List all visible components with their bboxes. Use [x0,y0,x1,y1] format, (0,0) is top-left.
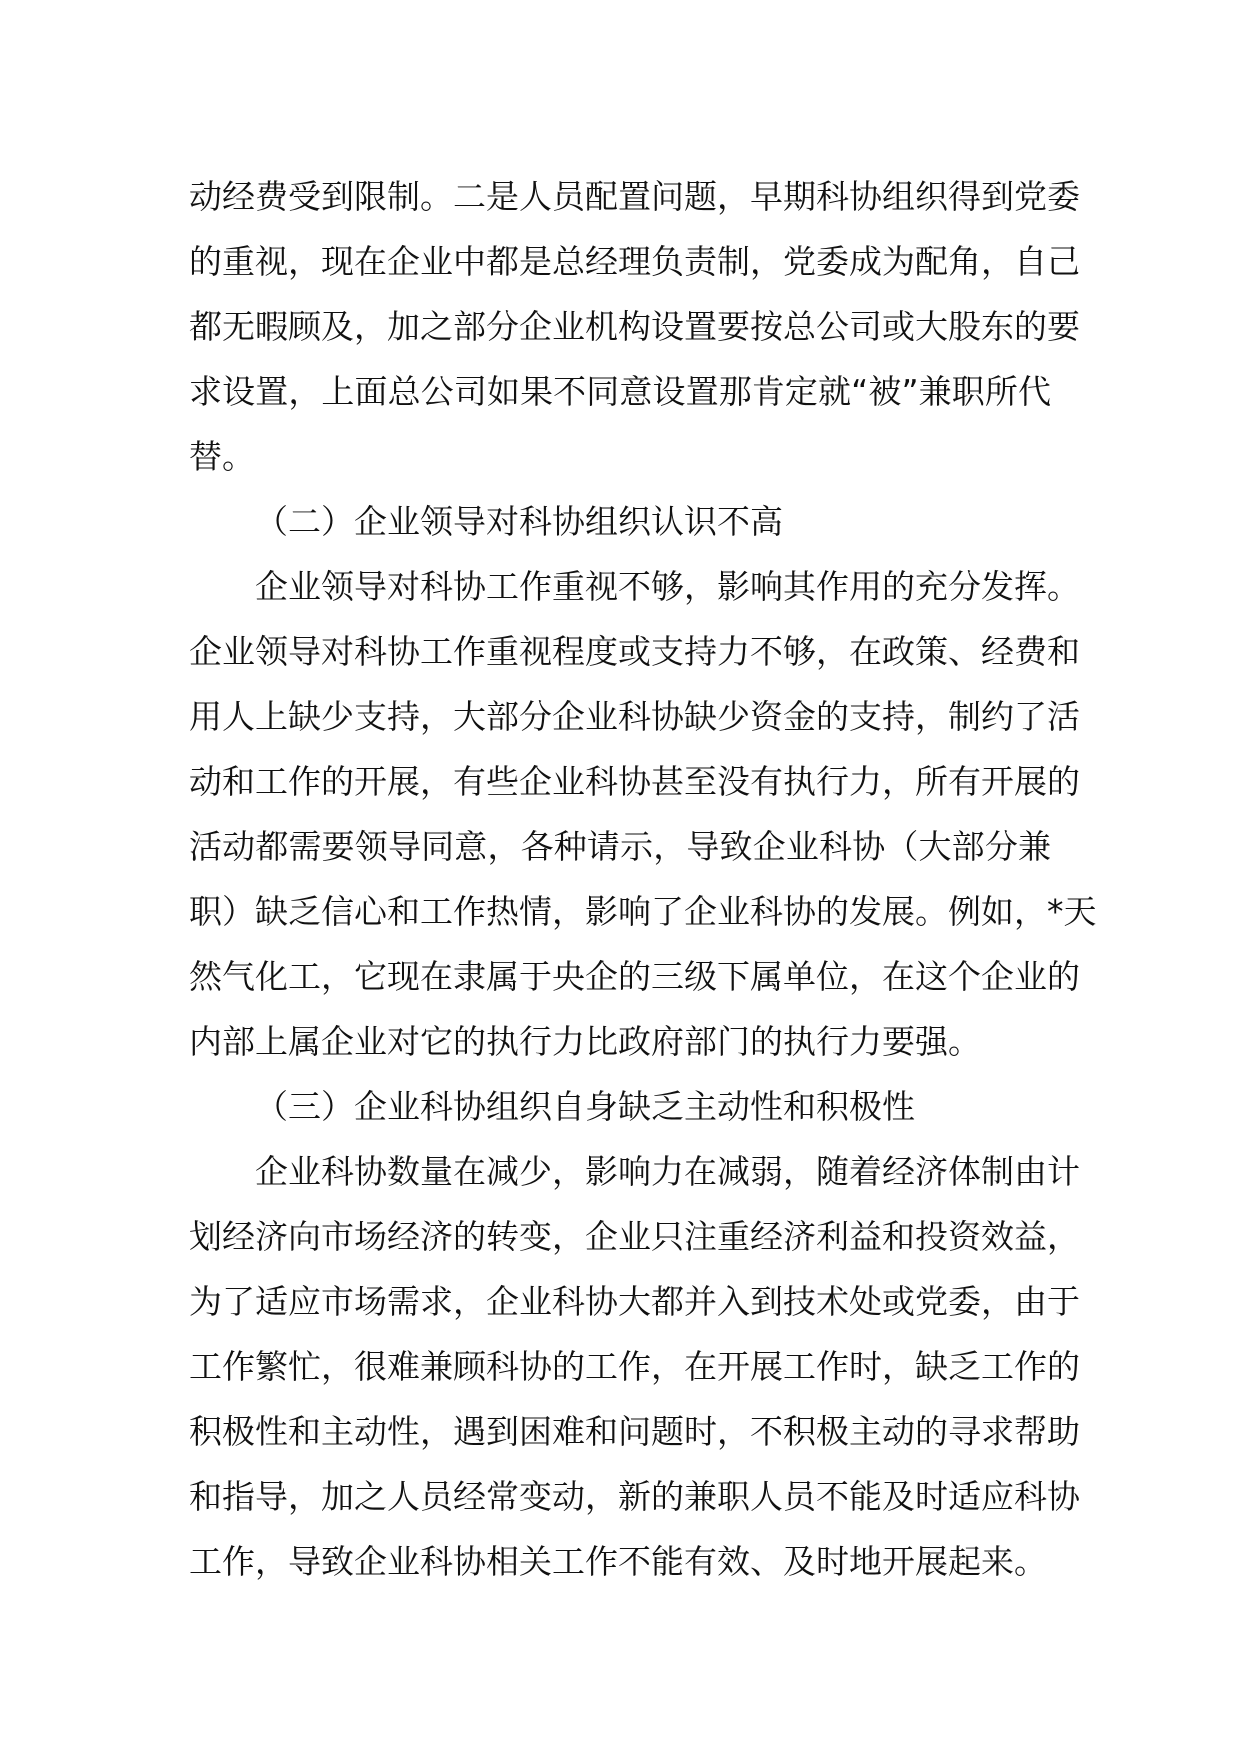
text-line: 工作繁忙，很难兼顾科协的工作，在开展工作时，缺乏工作的 [189,1347,1080,1386]
text-line: 和指导，加之人员经常变动，新的兼职人员不能及时适应科协 [189,1477,1080,1516]
text-line: 积极性和主动性，遇到困难和问题时，不积极主动的寻求帮助 [189,1412,1080,1451]
document-page [189,164,1097,1594]
text-line: 为了适应市场需求，企业科协大都并入到技术处或党委，由于 [189,1282,1080,1321]
paragraph [189,554,1097,1074]
text-line: 活动都需要领导同意，各种请示，导致企业科协（大部分兼 [189,827,1051,866]
text-line: 划经济向市场经济的转变，企业只注重经济利益和投资效益， [189,1217,1080,1256]
section-heading: （二）企业领导对科协组织认识不高 [255,502,783,541]
paragraph [189,1139,1080,1594]
text-line: 动经费受到限制。二是人员配置问题，早期科协组织得到党委 [189,177,1080,216]
text-line: 工作，导致企业科协相关工作不能有效、及时地开展起来。 [189,1542,1047,1581]
text-line: 企业领导对科协工作重视不够，影响其作用的充分发挥。 [255,567,1080,606]
text-line: 的重视，现在企业中都是总经理负责制，党委成为配角，自己 [189,242,1080,281]
text-line: 企业领导对科协工作重视程度或支持力不够，在政策、经费和 [189,632,1080,671]
text-line: 都无暇顾及，加之部分企业机构设置要按总公司或大股东的要 [189,307,1080,346]
text-line: 企业科协数量在减少，影响力在减弱，随着经济体制由计 [255,1152,1080,1191]
text-line: 动和工作的开展，有些企业科协甚至没有执行力，所有开展的 [189,762,1080,801]
text-line: 然气化工，它现在隶属于央企的三级下属单位，在这个企业的 [189,957,1080,996]
text-line: 用人上缺少支持，大部分企业科协缺少资金的支持，制约了活 [189,697,1080,736]
text-line: 替。 [189,437,255,476]
text-line: 求设置，上面总公司如果不同意设置那肯定就“被”兼职所代 [189,372,1051,411]
text-line: 内部上属企业对它的执行力比政府部门的执行力要强。 [189,1022,981,1061]
paragraph-continued [189,164,1080,489]
text-line: 职）缺乏信心和工作热情，影响了企业科协的发展。例如，*天 [189,892,1097,931]
section-heading: （三）企业科协组织自身缺乏主动性和积极性 [255,1087,915,1126]
